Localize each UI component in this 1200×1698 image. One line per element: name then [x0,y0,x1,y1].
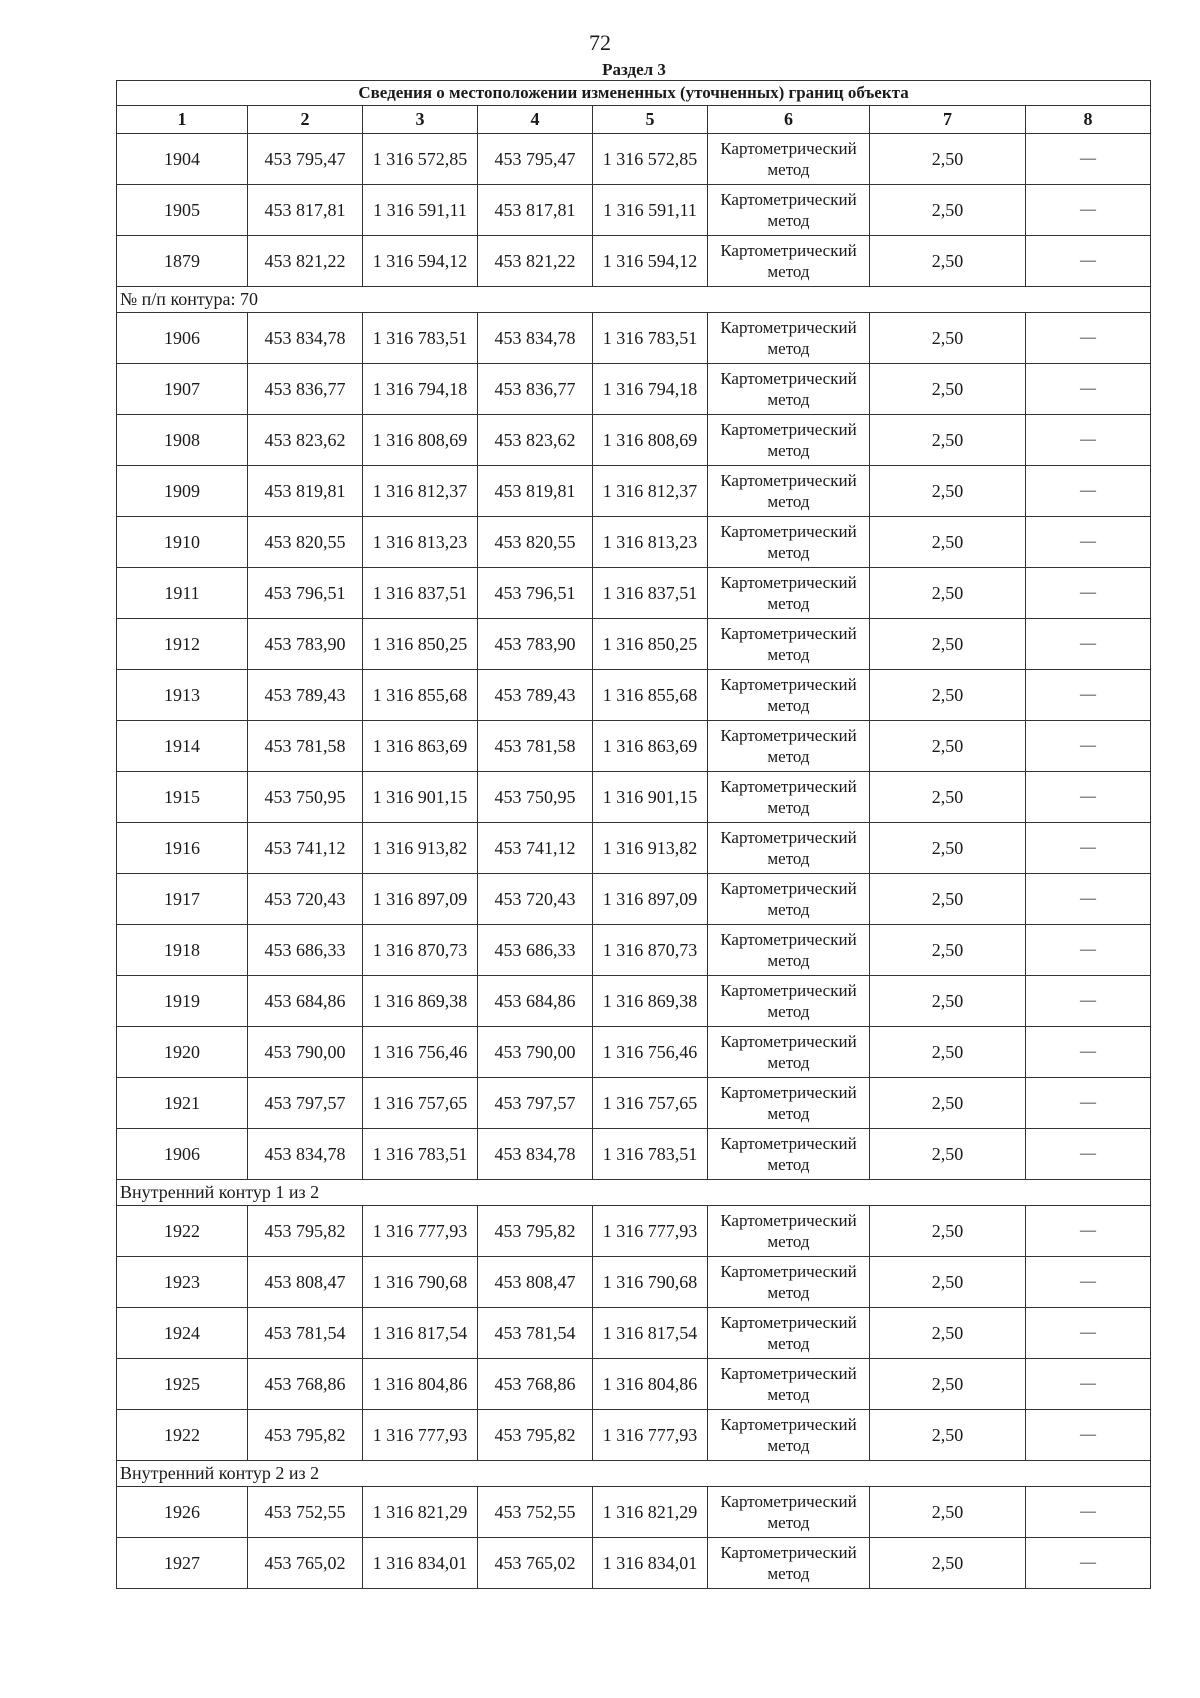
precision-cell: 2,50 [870,1410,1026,1461]
x-existing-cell: 453 720,43 [248,874,363,925]
y-new-cell: 1 316 777,93 [593,1410,708,1461]
empty-value-cell: — [1026,1129,1151,1180]
table-row [117,1487,1151,1538]
table-row [117,1027,1151,1078]
empty-value-cell: — [1026,823,1151,874]
empty-value-cell: — [1026,1538,1151,1589]
x-new-cell: 453 781,58 [478,721,593,772]
contour-label-row [117,1180,1151,1206]
y-existing-cell: 1 316 804,86 [363,1359,478,1410]
x-existing-cell: 453 686,33 [248,925,363,976]
y-new-cell: 1 316 855,68 [593,670,708,721]
method-cell: Картометрический метод [708,976,870,1027]
method-cell: Картометрический метод [708,823,870,874]
y-new-cell: 1 316 790,68 [593,1257,708,1308]
x-existing-cell: 453 765,02 [248,1538,363,1589]
point-number-cell: 1925 [117,1359,248,1410]
column-header: 5 [593,106,708,134]
precision-cell: 2,50 [870,364,1026,415]
x-new-cell: 453 790,00 [478,1027,593,1078]
x-existing-cell: 453 797,57 [248,1078,363,1129]
x-existing-cell: 453 836,77 [248,364,363,415]
x-new-cell: 453 819,81 [478,466,593,517]
y-new-cell: 1 316 913,82 [593,823,708,874]
empty-value-cell: — [1026,1487,1151,1538]
x-new-cell: 453 795,47 [478,134,593,185]
point-number-cell: 1905 [117,185,248,236]
x-new-cell: 453 797,57 [478,1078,593,1129]
x-existing-cell: 453 823,62 [248,415,363,466]
method-cell: Картометрический метод [708,415,870,466]
point-number-cell: 1916 [117,823,248,874]
empty-value-cell: — [1026,619,1151,670]
x-new-cell: 453 765,02 [478,1538,593,1589]
table-row [117,364,1151,415]
table-row [117,517,1151,568]
x-new-cell: 453 768,86 [478,1359,593,1410]
y-existing-cell: 1 316 850,25 [363,619,478,670]
y-existing-cell: 1 316 594,12 [363,236,478,287]
table-row [117,925,1151,976]
y-new-cell: 1 316 804,86 [593,1359,708,1410]
method-cell: Картометрический метод [708,134,870,185]
y-existing-cell: 1 316 870,73 [363,925,478,976]
column-header: 4 [478,106,593,134]
y-existing-cell: 1 316 817,54 [363,1308,478,1359]
precision-cell: 2,50 [870,670,1026,721]
table-row [117,976,1151,1027]
empty-value-cell: — [1026,1308,1151,1359]
table-row [117,1538,1151,1589]
y-existing-cell: 1 316 901,15 [363,772,478,823]
x-existing-cell: 453 834,78 [248,313,363,364]
x-new-cell: 453 781,54 [478,1308,593,1359]
point-number-cell: 1907 [117,364,248,415]
y-existing-cell: 1 316 808,69 [363,415,478,466]
empty-value-cell: — [1026,134,1151,185]
precision-cell: 2,50 [870,1538,1026,1589]
point-number-cell: 1906 [117,313,248,364]
column-header: 7 [870,106,1026,134]
x-existing-cell: 453 750,95 [248,772,363,823]
table-row [117,721,1151,772]
table-row [117,313,1151,364]
method-cell: Картометрический метод [708,517,870,568]
x-existing-cell: 453 808,47 [248,1257,363,1308]
table-row [117,236,1151,287]
precision-cell: 2,50 [870,619,1026,670]
precision-cell: 2,50 [870,823,1026,874]
empty-value-cell: — [1026,313,1151,364]
empty-value-cell: — [1026,874,1151,925]
empty-value-cell: — [1026,236,1151,287]
table-row [117,1308,1151,1359]
column-header: 6 [708,106,870,134]
precision-cell: 2,50 [870,568,1026,619]
method-cell: Картометрический метод [708,1027,870,1078]
y-existing-cell: 1 316 837,51 [363,568,478,619]
table-row [117,823,1151,874]
x-new-cell: 453 720,43 [478,874,593,925]
point-number-cell: 1914 [117,721,248,772]
x-new-cell: 453 795,82 [478,1410,593,1461]
y-existing-cell: 1 316 812,37 [363,466,478,517]
method-cell: Картометрический метод [708,466,870,517]
y-new-cell: 1 316 897,09 [593,874,708,925]
table-row [117,1359,1151,1410]
y-existing-cell: 1 316 757,65 [363,1078,478,1129]
empty-value-cell: — [1026,925,1151,976]
empty-value-cell: — [1026,466,1151,517]
y-new-cell: 1 316 777,93 [593,1206,708,1257]
method-cell: Картометрический метод [708,1410,870,1461]
point-number-cell: 1908 [117,415,248,466]
y-new-cell: 1 316 817,54 [593,1308,708,1359]
x-existing-cell: 453 820,55 [248,517,363,568]
y-new-cell: 1 316 870,73 [593,925,708,976]
x-existing-cell: 453 684,86 [248,976,363,1027]
x-existing-cell: 453 795,82 [248,1206,363,1257]
x-existing-cell: 453 821,22 [248,236,363,287]
point-number-cell: 1913 [117,670,248,721]
table-row [117,185,1151,236]
column-number-row [117,106,1151,134]
empty-value-cell: — [1026,721,1151,772]
y-existing-cell: 1 316 790,68 [363,1257,478,1308]
section-title: Раздел 3 [602,60,666,79]
x-existing-cell: 453 834,78 [248,1129,363,1180]
x-new-cell: 453 795,82 [478,1206,593,1257]
x-existing-cell: 453 789,43 [248,670,363,721]
x-new-cell: 453 820,55 [478,517,593,568]
y-new-cell: 1 316 794,18 [593,364,708,415]
point-number-cell: 1920 [117,1027,248,1078]
x-new-cell: 453 823,62 [478,415,593,466]
table-row [117,874,1151,925]
method-cell: Картометрический метод [708,313,870,364]
column-header: 8 [1026,106,1151,134]
precision-cell: 2,50 [870,1359,1026,1410]
y-existing-cell: 1 316 783,51 [363,1129,478,1180]
contour-label-row [117,287,1151,313]
y-existing-cell: 1 316 869,38 [363,976,478,1027]
y-new-cell: 1 316 591,11 [593,185,708,236]
point-number-cell: 1912 [117,619,248,670]
y-new-cell: 1 316 808,69 [593,415,708,466]
method-cell: Картометрический метод [708,772,870,823]
method-cell: Картометрический метод [708,1078,870,1129]
y-new-cell: 1 316 783,51 [593,1129,708,1180]
method-cell: Картометрический метод [708,874,870,925]
boundary-coordinates-table [116,80,1151,1589]
x-new-cell: 453 684,86 [478,976,593,1027]
y-existing-cell: 1 316 777,93 [363,1410,478,1461]
contour-label: Внутренний контур 2 из 2 [117,1461,1151,1487]
empty-value-cell: — [1026,517,1151,568]
x-existing-cell: 453 817,81 [248,185,363,236]
precision-cell: 2,50 [870,1487,1026,1538]
method-cell: Картометрический метод [708,568,870,619]
method-cell: Картометрический метод [708,925,870,976]
method-cell: Картометрический метод [708,1129,870,1180]
point-number-cell: 1921 [117,1078,248,1129]
method-cell: Картометрический метод [708,670,870,721]
y-new-cell: 1 316 594,12 [593,236,708,287]
y-new-cell: 1 316 834,01 [593,1538,708,1589]
table-row [117,466,1151,517]
point-number-cell: 1911 [117,568,248,619]
precision-cell: 2,50 [870,313,1026,364]
table-title-row [117,81,1151,106]
empty-value-cell: — [1026,772,1151,823]
empty-value-cell: — [1026,364,1151,415]
y-new-cell: 1 316 821,29 [593,1487,708,1538]
precision-cell: 2,50 [870,874,1026,925]
precision-cell: 2,50 [870,466,1026,517]
y-new-cell: 1 316 812,37 [593,466,708,517]
y-existing-cell: 1 316 591,11 [363,185,478,236]
page-number: 72 [589,30,611,55]
y-new-cell: 1 316 756,46 [593,1027,708,1078]
x-existing-cell: 453 768,86 [248,1359,363,1410]
method-cell: Картометрический метод [708,721,870,772]
point-number-cell: 1904 [117,134,248,185]
x-new-cell: 453 752,55 [478,1487,593,1538]
precision-cell: 2,50 [870,415,1026,466]
x-existing-cell: 453 783,90 [248,619,363,670]
table-title: Сведения о местоположении измененных (уточненных) границ объекта [117,81,1151,106]
y-new-cell: 1 316 837,51 [593,568,708,619]
method-cell: Картометрический метод [708,364,870,415]
point-number-cell: 1922 [117,1410,248,1461]
table-row [117,1078,1151,1129]
y-existing-cell: 1 316 897,09 [363,874,478,925]
column-header: 2 [248,106,363,134]
x-existing-cell: 453 795,47 [248,134,363,185]
precision-cell: 2,50 [870,721,1026,772]
y-existing-cell: 1 316 572,85 [363,134,478,185]
empty-value-cell: — [1026,1027,1151,1078]
contour-label: № п/п контура: 70 [117,287,1151,313]
x-new-cell: 453 821,22 [478,236,593,287]
table-row [117,1129,1151,1180]
precision-cell: 2,50 [870,925,1026,976]
y-new-cell: 1 316 863,69 [593,721,708,772]
table-row [117,1410,1151,1461]
point-number-cell: 1906 [117,1129,248,1180]
empty-value-cell: — [1026,1078,1151,1129]
x-new-cell: 453 741,12 [478,823,593,874]
contour-label-row [117,1461,1151,1487]
point-number-cell: 1917 [117,874,248,925]
y-new-cell: 1 316 850,25 [593,619,708,670]
method-cell: Картометрический метод [708,1308,870,1359]
x-existing-cell: 453 819,81 [248,466,363,517]
empty-value-cell: — [1026,670,1151,721]
point-number-cell: 1915 [117,772,248,823]
method-cell: Картометрический метод [708,619,870,670]
y-existing-cell: 1 316 794,18 [363,364,478,415]
point-number-cell: 1922 [117,1206,248,1257]
method-cell: Картометрический метод [708,185,870,236]
y-new-cell: 1 316 901,15 [593,772,708,823]
y-new-cell: 1 316 572,85 [593,134,708,185]
table-row [117,134,1151,185]
y-existing-cell: 1 316 863,69 [363,721,478,772]
method-cell: Картометрический метод [708,1487,870,1538]
table-row [117,670,1151,721]
y-existing-cell: 1 316 756,46 [363,1027,478,1078]
x-existing-cell: 453 781,54 [248,1308,363,1359]
point-number-cell: 1926 [117,1487,248,1538]
column-header: 3 [363,106,478,134]
precision-cell: 2,50 [870,772,1026,823]
y-existing-cell: 1 316 777,93 [363,1206,478,1257]
empty-value-cell: — [1026,185,1151,236]
x-existing-cell: 453 781,58 [248,721,363,772]
x-new-cell: 453 817,81 [478,185,593,236]
precision-cell: 2,50 [870,134,1026,185]
y-new-cell: 1 316 783,51 [593,313,708,364]
point-number-cell: 1910 [117,517,248,568]
precision-cell: 2,50 [870,1206,1026,1257]
x-new-cell: 453 750,95 [478,772,593,823]
x-existing-cell: 453 796,51 [248,568,363,619]
column-header: 1 [117,106,248,134]
method-cell: Картометрический метод [708,1257,870,1308]
method-cell: Картометрический метод [708,1206,870,1257]
x-new-cell: 453 834,78 [478,313,593,364]
empty-value-cell: — [1026,1410,1151,1461]
precision-cell: 2,50 [870,1257,1026,1308]
empty-value-cell: — [1026,976,1151,1027]
contour-label: Внутренний контур 1 из 2 [117,1180,1151,1206]
empty-value-cell: — [1026,1257,1151,1308]
table-row [117,1206,1151,1257]
point-number-cell: 1923 [117,1257,248,1308]
empty-value-cell: — [1026,1359,1151,1410]
precision-cell: 2,50 [870,1078,1026,1129]
precision-cell: 2,50 [870,1129,1026,1180]
x-new-cell: 453 789,43 [478,670,593,721]
y-existing-cell: 1 316 855,68 [363,670,478,721]
x-new-cell: 453 783,90 [478,619,593,670]
y-existing-cell: 1 316 913,82 [363,823,478,874]
table-row [117,619,1151,670]
y-new-cell: 1 316 813,23 [593,517,708,568]
x-existing-cell: 453 752,55 [248,1487,363,1538]
empty-value-cell: — [1026,415,1151,466]
empty-value-cell: — [1026,1206,1151,1257]
method-cell: Картометрический метод [708,236,870,287]
point-number-cell: 1924 [117,1308,248,1359]
y-new-cell: 1 316 869,38 [593,976,708,1027]
point-number-cell: 1879 [117,236,248,287]
method-cell: Картометрический метод [708,1359,870,1410]
point-number-cell: 1909 [117,466,248,517]
x-new-cell: 453 796,51 [478,568,593,619]
x-existing-cell: 453 790,00 [248,1027,363,1078]
y-new-cell: 1 316 757,65 [593,1078,708,1129]
precision-cell: 2,50 [870,1308,1026,1359]
y-existing-cell: 1 316 834,01 [363,1538,478,1589]
point-number-cell: 1919 [117,976,248,1027]
table-row [117,415,1151,466]
precision-cell: 2,50 [870,976,1026,1027]
point-number-cell: 1927 [117,1538,248,1589]
x-new-cell: 453 836,77 [478,364,593,415]
x-existing-cell: 453 741,12 [248,823,363,874]
table-row [117,772,1151,823]
x-new-cell: 453 808,47 [478,1257,593,1308]
point-number-cell: 1918 [117,925,248,976]
y-existing-cell: 1 316 783,51 [363,313,478,364]
precision-cell: 2,50 [870,185,1026,236]
y-existing-cell: 1 316 821,29 [363,1487,478,1538]
empty-value-cell: — [1026,568,1151,619]
x-new-cell: 453 686,33 [478,925,593,976]
precision-cell: 2,50 [870,236,1026,287]
table-row [117,1257,1151,1308]
table-row [117,568,1151,619]
precision-cell: 2,50 [870,1027,1026,1078]
method-cell: Картометрический метод [708,1538,870,1589]
y-existing-cell: 1 316 813,23 [363,517,478,568]
precision-cell: 2,50 [870,517,1026,568]
x-existing-cell: 453 795,82 [248,1410,363,1461]
x-new-cell: 453 834,78 [478,1129,593,1180]
